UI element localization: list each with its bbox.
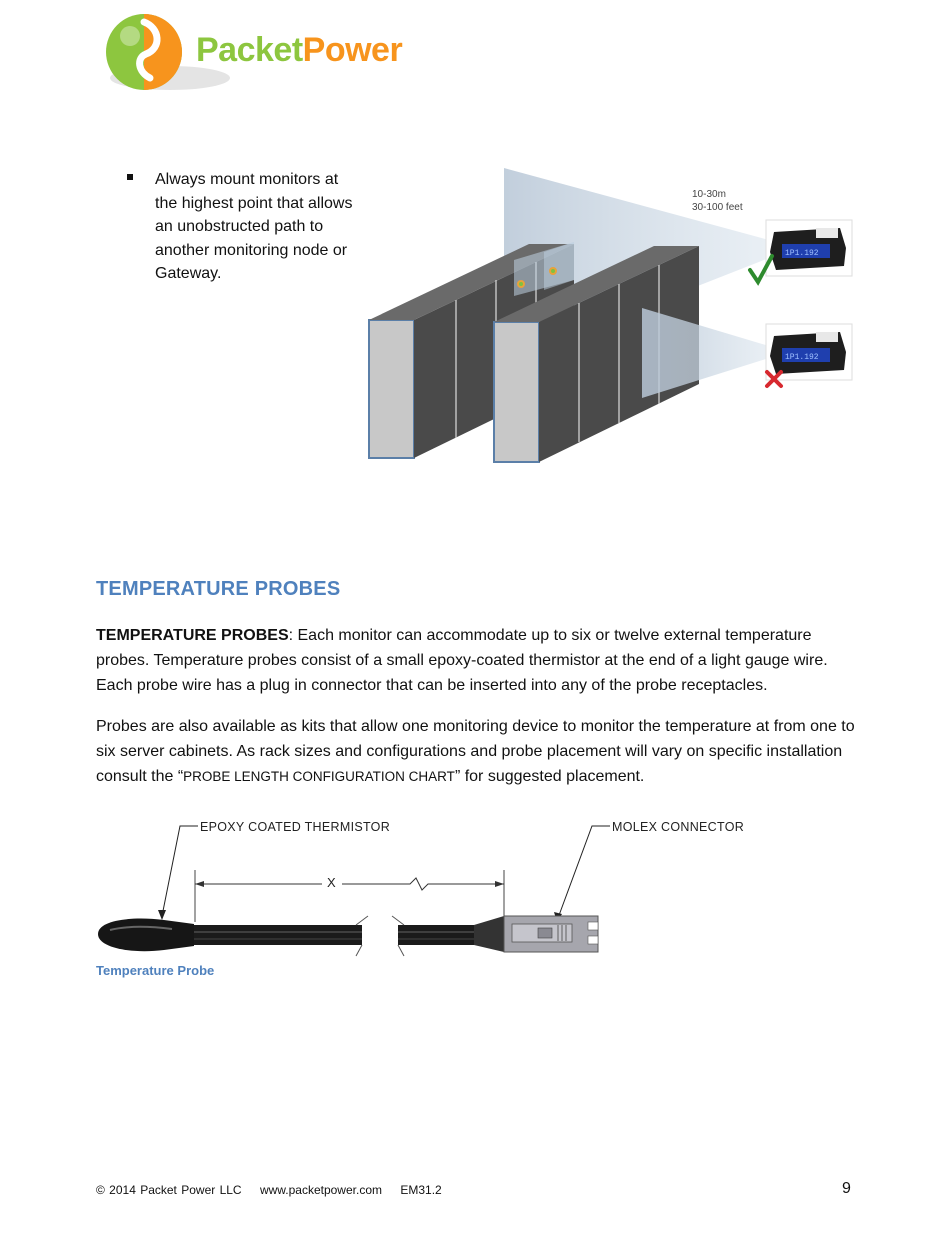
paragraph-body: : Each monitor can accommodate up to six or twelve external temperature probes. Temperature probes consist of a small epoxy-coated thermistor at the end of a light gauge wire. Each probe wire has a plug in connector that can be inserted into any of the probe receptacles.	[96, 627, 828, 694]
monitor-display-good: 1P1.192	[785, 249, 819, 258]
callout-epoxy-thermistor: EPOXY COATED THERMISTOR	[200, 820, 391, 834]
figure-caption: Temperature Probe	[96, 963, 215, 978]
page-number: 9	[842, 1180, 851, 1197]
paragraph-probes-intro	[96, 623, 856, 698]
chart-reference: PROBE LENGTH CONFIGURATION CHART	[183, 769, 455, 784]
footer-website: www.packetpower.com	[259, 1183, 382, 1197]
molex-leader-line	[558, 826, 610, 918]
section-heading: TEMPERATURE PROBES	[96, 578, 341, 600]
mounting-diagram	[364, 162, 854, 470]
temperature-probe-diagram	[92, 812, 762, 962]
monitor-display-bad: 1P1.192	[785, 353, 819, 362]
logo-wordmark: PacketPower	[196, 31, 403, 69]
paragraph-lead: TEMPERATURE PROBES	[96, 627, 289, 644]
footer-doc-id: EM31.2	[400, 1183, 442, 1197]
epoxy-leader-line	[162, 826, 198, 916]
signal-beam-bad	[642, 308, 769, 398]
callout-molex-connector: MOLEX CONNECTOR	[612, 820, 745, 834]
footer	[96, 1183, 456, 1197]
range-metric: 10-30m	[692, 189, 726, 200]
probe-cable	[194, 925, 362, 945]
bullet-square-icon	[127, 174, 133, 180]
paragraph-probe-kits: Probes are also available as kits that allow one monitoring device to monitor the temperature at from one to six server cabinets. As rack sizes and configurations and probe placement will vary on specific installation consult the “PROBE LENGTH CONFIGURATION CHART” for suggested placement.	[96, 718, 855, 785]
thermistor-tip	[98, 919, 194, 952]
footer-copyright: © 2014 Packet Power LLC	[96, 1183, 242, 1197]
mounting-tip-bullet	[127, 168, 362, 286]
range-imperial: 30-100 feet	[692, 202, 743, 213]
monitor-good-position	[766, 220, 852, 276]
bullet-text: Always mount monitors at the highest point that allows an unobstructed path to another monitoring node or Gateway.	[155, 171, 353, 282]
dimension-label-x: X	[327, 875, 336, 890]
